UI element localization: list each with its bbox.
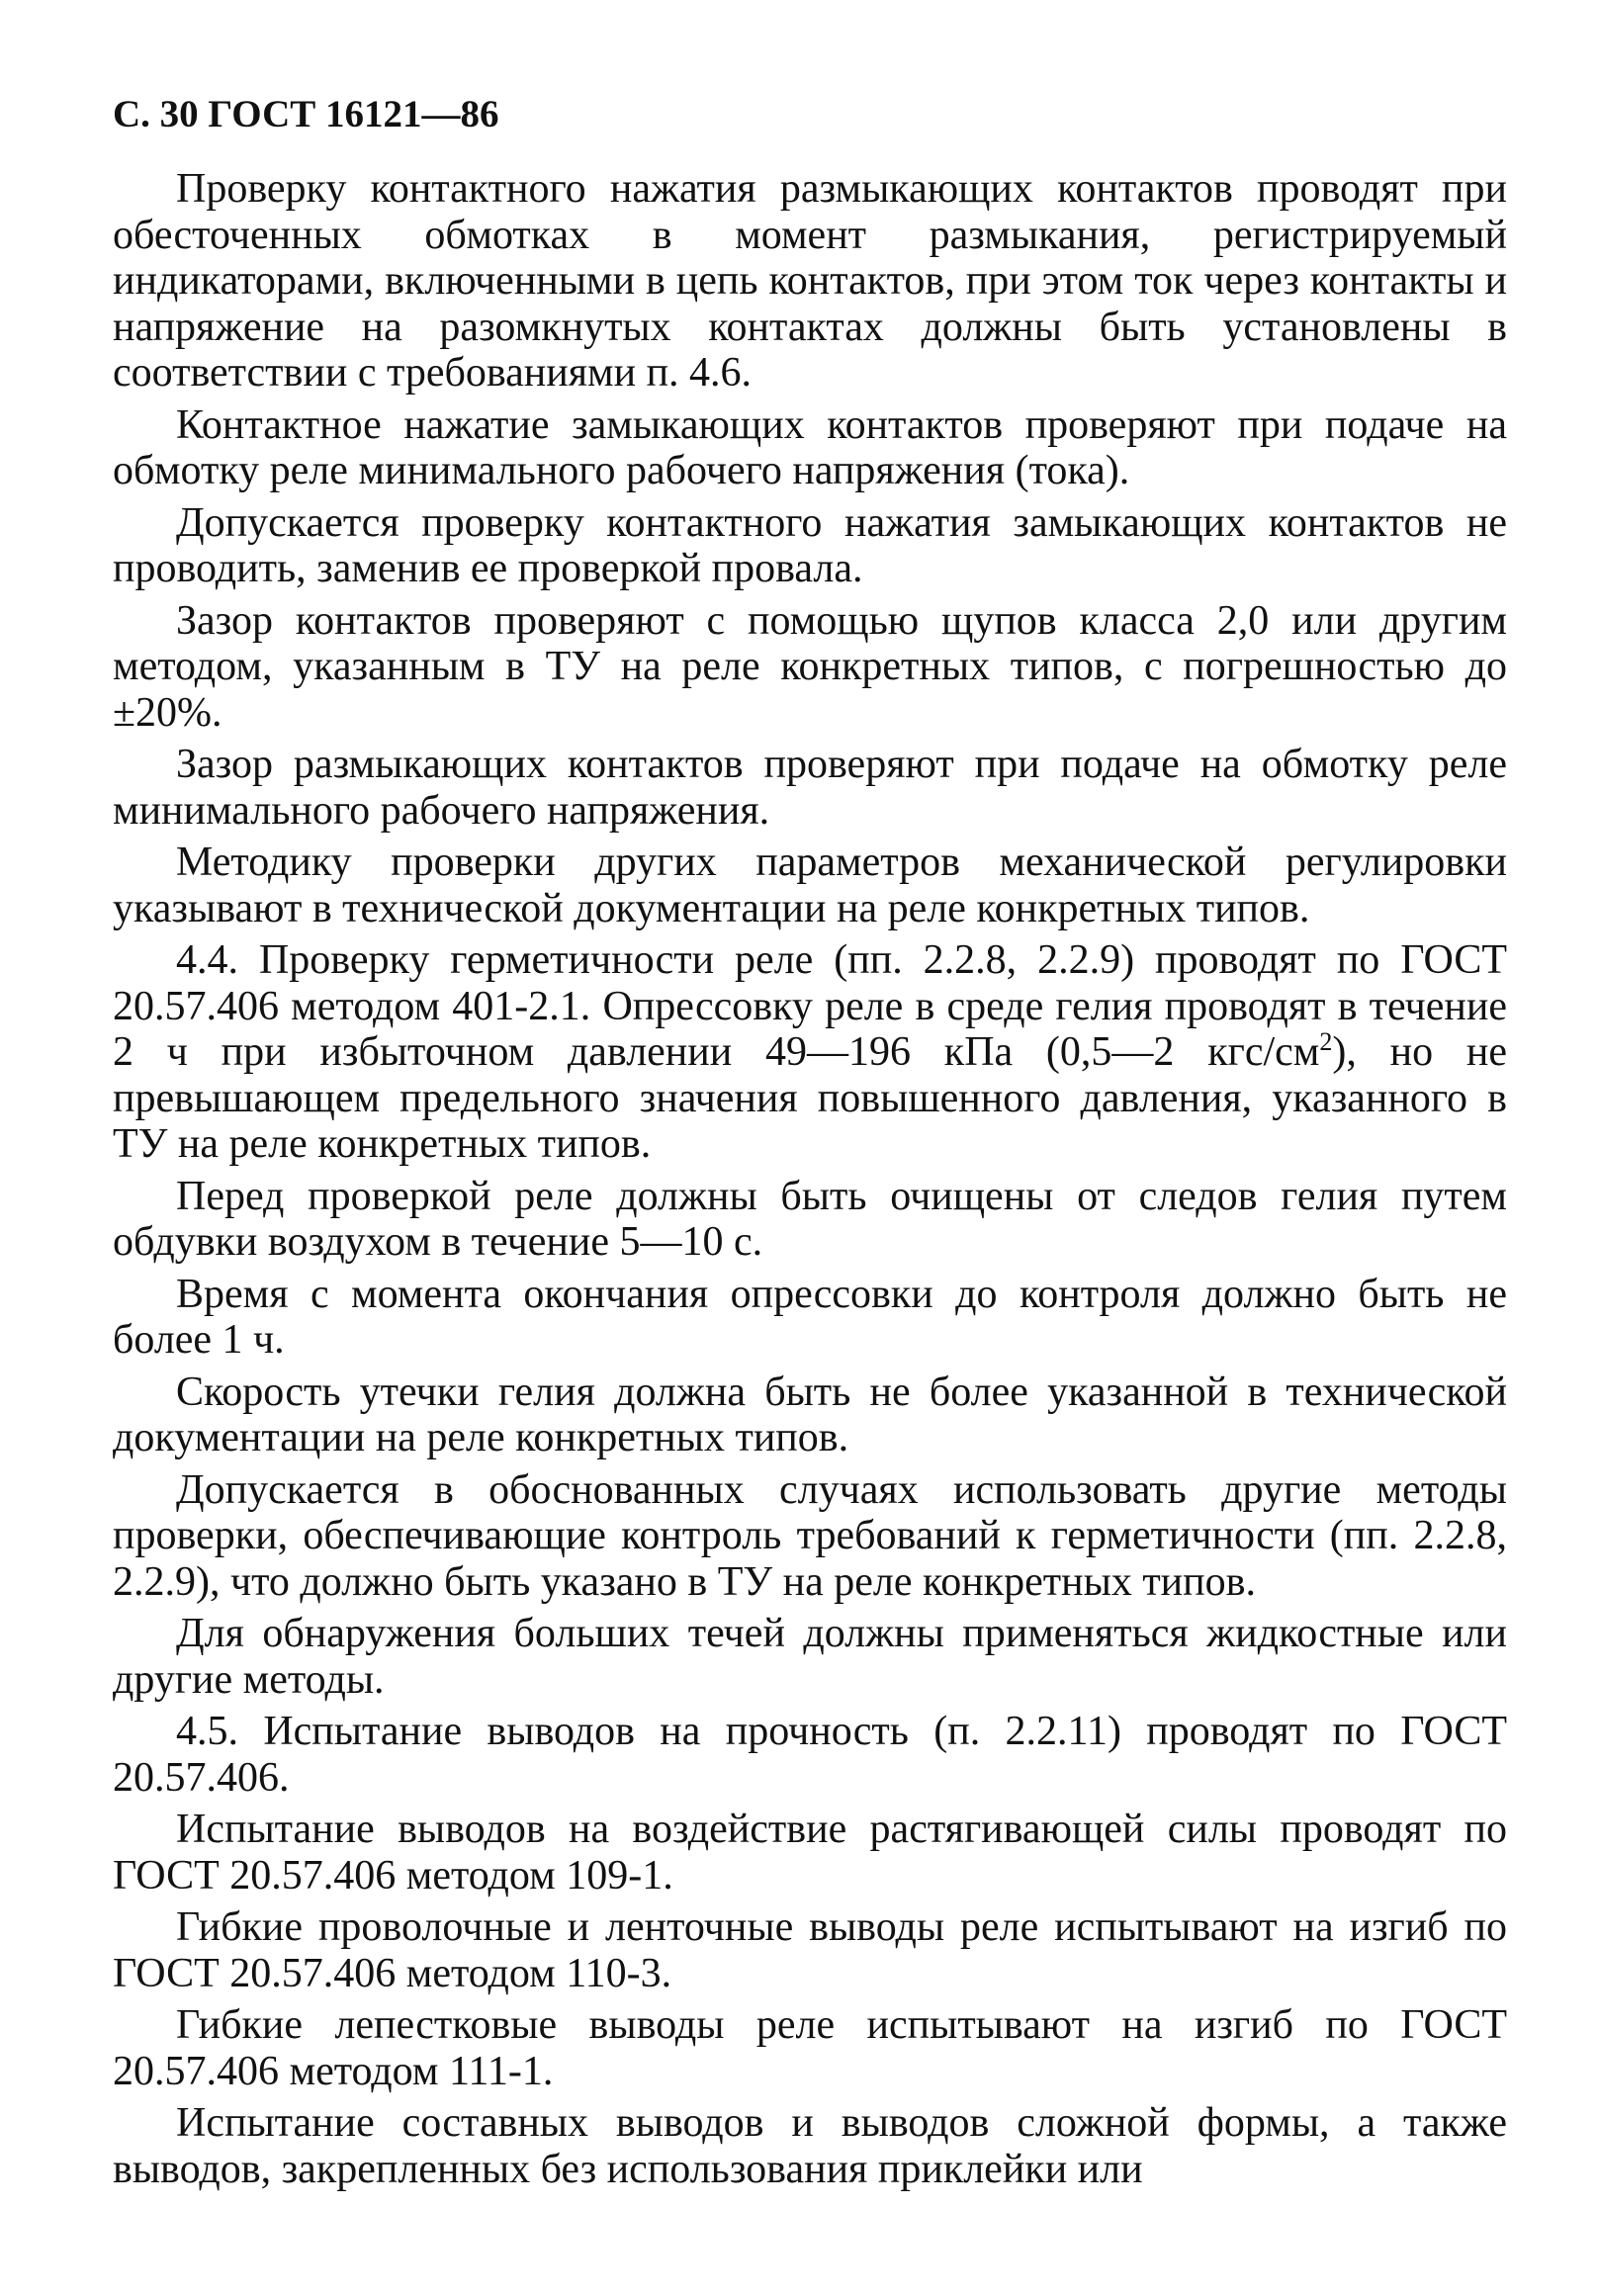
paragraph-contact-pressure-check: Проверку контактного нажатия размыкающих контактов проводят при обесточенных обмотках в момент размыкания, регистрируемый индикаторами, включенными в цепь контактов, при этом ток через контакты и напряжение на разомкнутых контактах должны быть установлены в соответствии с требованиями п. 4.6. [113, 166, 1507, 396]
paragraph-allowed-substitution: Допускается проверку контактного нажатия замыкающих контактов не проводить, заменив ее проверкой провала. [113, 499, 1507, 591]
section-4-4-text-part2: ), но не превышающем предельного значения повышенного давления, указанного в ТУ на реле конкретных типов. [113, 1029, 1507, 1167]
page-header: С. 30 ГОСТ 16121—86 [113, 93, 499, 135]
paragraph-composite-leads: Испытание составных выводов и выводов сложной формы, а также выводов, закрепленных без использования приклейки или [113, 2100, 1507, 2192]
paragraph-wire-leads-bend: Гибкие проволочные и ленточные выводы реле испытывают на изгиб по ГОСТ 20.57.406 методом 110-3. [113, 1904, 1507, 1996]
paragraph-leak-rate: Скорость утечки гелия должна быть не более указанной в технической документации на реле конкретных типов. [113, 1369, 1507, 1460]
paragraph-section-4-5: 4.5. Испытание выводов на прочность (п. 2.2.11) проводят по ГОСТ 20.57.406. [113, 1709, 1507, 1801]
superscript-2: 2 [1319, 1027, 1333, 1056]
paragraph-helium-cleaning: Перед проверкой реле должны быть очищены от следов гелия путем обдувки воздухом в течение 5—10 с. [113, 1173, 1507, 1265]
paragraph-large-leaks: Для обнаружения больших течей должны применяться жидкостные или другие методы. [113, 1611, 1507, 1703]
paragraph-other-parameters: Методику проверки других параметров механической регулировки указывают в технической документации на реле конкретных типов. [113, 839, 1507, 931]
paragraph-section-4-4 [113, 937, 1507, 1168]
section-4-4-text-part1: 4.4. Проверку герметичности реле (пп. 2.2.8, 2.2.9) проводят по ГОСТ 20.57.406 методом 401-2.1. Опрессовку реле в среде гелия проводят в течение 2 ч при избыточном давлении 49—196 кПа (0,5—2 кгс/см [113, 937, 1507, 1075]
paragraph-contact-gap: Зазор контактов проверяют с помощью щупов класса 2,0 или другим методом, указанным в ТУ на реле конкретных типов, с погрешностью до ±20%. [113, 597, 1507, 736]
paragraph-other-methods: Допускается в обоснованных случаях использовать другие методы проверки, обеспечивающие контроль требований к герметичности (пп. 2.2.8, 2.2.9), что должно быть указано в ТУ на реле конкретных типов. [113, 1466, 1507, 1605]
paragraph-lug-leads-bend: Гибкие лепестковые выводы реле испытывают на изгиб по ГОСТ 20.57.406 методом 111-1. [113, 2002, 1507, 2094]
paragraph-closing-contacts-pressure: Контактное нажатие замыкающих контактов проверяют при подаче на обмотку реле минимального рабочего напряжения (тока). [113, 401, 1507, 493]
paragraph-time-limit: Время с момента окончания опрессовки до контроля должно быть не более 1 ч. [113, 1271, 1507, 1363]
paragraph-tensile-test: Испытание выводов на воздействие растягивающей силы проводят по ГОСТ 20.57.406 методом 109-1. [113, 1807, 1507, 1899]
paragraph-opening-contacts-gap: Зазор размыкающих контактов проверяют при подаче на обмотку реле минимального рабочего напряжения. [113, 742, 1507, 834]
document-page [113, 91, 1507, 2198]
